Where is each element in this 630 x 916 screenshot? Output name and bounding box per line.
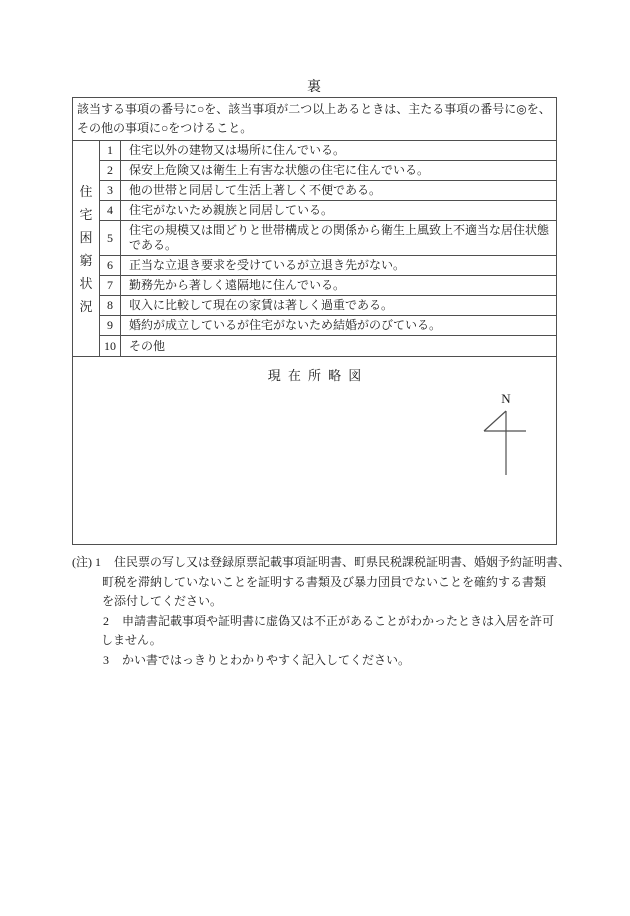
hardship-table (73, 141, 556, 356)
table-row (100, 221, 556, 256)
row-number: 1 (100, 141, 121, 160)
row-number: 8 (100, 296, 121, 315)
note-text: 申請書記載事項や証明書に虚偽又は不正があることがわかったときは入居を許可 (122, 613, 555, 628)
note-2-line-2: しません。 (101, 633, 162, 647)
map-title: 現在所略図 (267, 368, 369, 383)
row-text: 正当な立退き要求を受けているが立退き先がない。 (129, 258, 406, 272)
row-number: 7 (100, 276, 121, 295)
compass-arrowhead-line (484, 411, 506, 431)
row-text: 住宅以外の建物又は場所に住んでいる。 (129, 143, 346, 157)
row-text: 保安上危険又は衛生上有害な状態の住宅に住んでいる。 (129, 163, 430, 177)
row-text: 婚約が成立しているが住宅がないため結婚がのびている。 (129, 318, 442, 332)
table-row (100, 336, 556, 356)
table-row (100, 276, 556, 296)
note-text: 住民票の写し又は登録原票記載事項証明書、町県民税課税証明書、婚姻予約証明書、 (114, 555, 571, 569)
row-number: 2 (100, 161, 121, 180)
note-number: 2 (103, 613, 109, 628)
sketch-map-box (73, 356, 556, 544)
table-row (100, 256, 556, 276)
table-row (100, 161, 556, 181)
row-number: 4 (100, 201, 121, 220)
table-row (100, 296, 556, 316)
row-text: 住宅がないため親族と同居している。 (129, 203, 334, 217)
row-number: 10 (100, 336, 121, 356)
table-row (100, 181, 556, 201)
note-number: 1 (95, 555, 101, 569)
row-text: 他の世帯と同居して生活上著しく不便である。 (129, 183, 382, 197)
note-2-line-1 (72, 612, 557, 632)
north-compass-icon (476, 389, 536, 481)
note-number: 3 (103, 652, 109, 667)
form-outer-box (72, 97, 557, 545)
footnotes (72, 553, 571, 670)
row-text: 勤務先から著しく遠隔地に住んでいる。 (129, 278, 346, 292)
table-row (100, 316, 556, 336)
note-label: (注) (72, 555, 92, 569)
hardship-rows (100, 141, 556, 356)
row-number: 5 (100, 221, 121, 255)
row-number: 6 (100, 256, 121, 275)
row-text: 収入に比較して現在の家賃は著しく過重である。 (129, 298, 394, 312)
note-text: かい書ではっきりとわかりやすく記入してください。 (122, 652, 411, 667)
table-row-header-cell (73, 141, 100, 356)
marking-instructions: 該当する事項の番号に○を、該当事項が二つ以上あるときは、主たる事項の番号に◎を、その他の事項に○をつけること。 (73, 98, 556, 141)
note-1-line-2: 町税を滞納していないことを証明する書類及び暴力団員でないことを確約する書類 (102, 574, 547, 589)
compass-n-label: N (501, 391, 511, 406)
table-row (100, 201, 556, 221)
note-1-line-3: を添付してください。 (102, 594, 223, 608)
document-body (72, 80, 571, 670)
row-number: 3 (100, 181, 121, 200)
row-text: その他 (129, 338, 166, 353)
page-title: 裏 (307, 80, 322, 95)
note-3-line-1 (72, 651, 557, 671)
table-row (100, 141, 556, 161)
vertical-header-label: 住宅困窮状況 (79, 183, 93, 314)
row-number: 9 (100, 316, 121, 335)
note-1-line-1 (72, 553, 571, 573)
row-text: 住宅の規模又は間どりと世帯構成との関係から衛生上風致上不適当な居住状態である。 (129, 223, 550, 252)
